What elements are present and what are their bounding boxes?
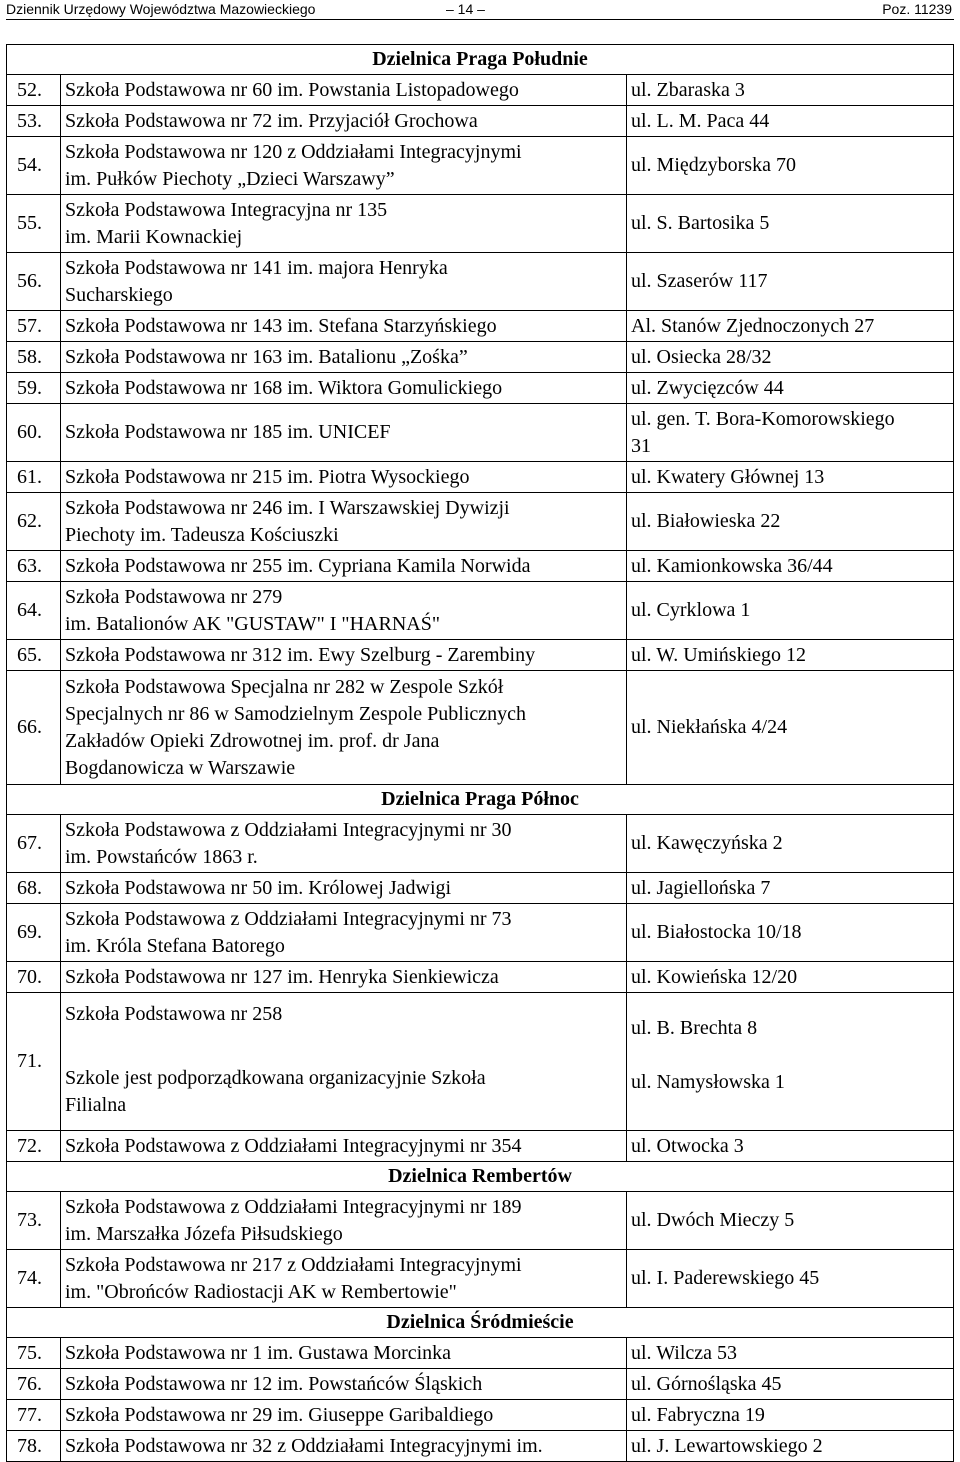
address-line: ul. Kamionkowska 36/44 xyxy=(631,554,833,577)
district-title: Dzielnica Praga Północ xyxy=(7,785,954,815)
row-number: 58. xyxy=(7,342,61,373)
schools-table xyxy=(6,44,954,1462)
school-row xyxy=(7,815,954,873)
school-row xyxy=(7,404,954,462)
school-name xyxy=(61,993,627,1131)
school-address xyxy=(627,904,954,962)
name-line: Szkoła Podstawowa nr 163 im. Batalionu „Zośka” xyxy=(65,345,468,368)
name-line: Szkoła Podstawowa nr 255 im. Cypriana Kamila Norwida xyxy=(65,554,531,577)
row-number: 54. xyxy=(7,137,61,195)
school-address xyxy=(627,873,954,904)
name-line: Szkoła Podstawowa nr 141 im. majora Henryka xyxy=(65,256,448,279)
address-line: ul. gen. T. Bora-Komorowskiego xyxy=(631,407,895,430)
school-name xyxy=(61,373,627,404)
row-number: 59. xyxy=(7,373,61,404)
name-line: Szkoła Podstawowa z Oddziałami Integracyjnymi nr 30 xyxy=(65,818,512,841)
school-name-note xyxy=(65,1065,486,1119)
school-name xyxy=(61,815,627,873)
name-line: im. Powstańców 1863 r. xyxy=(65,845,258,868)
row-number: 76. xyxy=(7,1369,61,1400)
name-line: Szkoła Podstawowa nr 29 im. Giuseppe Garibaldiego xyxy=(65,1403,494,1426)
school-name xyxy=(61,1250,627,1308)
school-row xyxy=(7,373,954,404)
district-header-row xyxy=(7,45,954,75)
name-line: im. Pułków Piechoty „Dzieci Warszawy” xyxy=(65,167,395,190)
name-line: Szkoła Podstawowa z Oddziałami Integracyjnymi nr 73 xyxy=(65,907,512,930)
row-number: 52. xyxy=(7,75,61,106)
address-line: ul. J. Lewartowskiego 2 xyxy=(631,1434,823,1457)
row-number: 65. xyxy=(7,640,61,671)
name-line: Zakładów Opieki Zdrowotnej im. prof. dr Jana xyxy=(65,729,440,752)
school-address xyxy=(627,404,954,462)
school-address xyxy=(627,75,954,106)
row-number: 56. xyxy=(7,253,61,311)
school-name xyxy=(61,137,627,195)
address-line: ul. Górnośląska 45 xyxy=(631,1372,782,1395)
school-row xyxy=(7,640,954,671)
name-line: Szkoła Podstawowa nr 246 im. I Warszawskiej Dywizji xyxy=(65,496,510,519)
school-address xyxy=(627,1192,954,1250)
school-address xyxy=(627,462,954,493)
address-line: ul. Kowieńska 12/20 xyxy=(631,965,798,988)
school-address xyxy=(627,1338,954,1369)
district-title: Dzielnica Rembertów xyxy=(7,1162,954,1192)
name-line: Szkoła Podstawowa nr 312 im. Ewy Szelburg - Zarembiny xyxy=(65,643,536,666)
name-line: Piechoty im. Tadeusza Kościuszki xyxy=(65,523,339,546)
school-row xyxy=(7,195,954,253)
name-line: im. Marii Kownackiej xyxy=(65,225,243,248)
school-name xyxy=(61,106,627,137)
name-line: Szkoła Podstawowa nr 258 xyxy=(65,1002,283,1025)
school-name xyxy=(61,342,627,373)
school-name xyxy=(61,873,627,904)
address-line: ul. Jagiellońska 7 xyxy=(631,876,771,899)
name-line: Szkoła Podstawowa nr 127 im. Henryka Sienkiewicza xyxy=(65,965,499,988)
page-number: – 14 – xyxy=(446,1,485,17)
school-row xyxy=(7,551,954,582)
row-number: 69. xyxy=(7,904,61,962)
address-line: ul. L. M. Paca 44 xyxy=(631,109,770,132)
school-name xyxy=(61,195,627,253)
name-line: Szkoła Podstawowa Specjalna nr 282 w Zespole Szkół xyxy=(65,675,504,698)
school-name xyxy=(61,1338,627,1369)
name-line: Szkoła Podstawowa nr 279 xyxy=(65,585,283,608)
school-address xyxy=(627,137,954,195)
district-header-row xyxy=(7,785,954,815)
district-title: Dzielnica Śródmieście xyxy=(7,1308,954,1338)
school-name xyxy=(61,253,627,311)
district-header-row xyxy=(7,1308,954,1338)
row-number: 63. xyxy=(7,551,61,582)
address-line: ul. Cyrklowa 1 xyxy=(631,599,751,621)
school-address xyxy=(627,582,954,640)
row-number: 53. xyxy=(7,106,61,137)
address-line: ul. Zwycięzców 44 xyxy=(631,376,784,399)
school-address xyxy=(627,551,954,582)
name-line: im. Marszałka Józefa Piłsudskiego xyxy=(65,1222,343,1245)
name-line: Szkoła Podstawowa nr 72 im. Przyjaciół Grochowa xyxy=(65,109,478,132)
school-address xyxy=(627,311,954,342)
name-line: Szkoła Podstawowa Integracyjna nr 135 xyxy=(65,198,388,221)
school-address xyxy=(627,993,954,1131)
school-row xyxy=(7,962,954,993)
row-number: 67. xyxy=(7,815,61,873)
school-row xyxy=(7,253,954,311)
address-line: ul. Białostocka 10/18 xyxy=(631,921,802,943)
school-address xyxy=(627,1369,954,1400)
name-line: Filialna xyxy=(65,1093,127,1116)
name-line: Specjalnych nr 86 w Samodzielnym Zespole Publicznych xyxy=(65,702,527,725)
school-address xyxy=(627,815,954,873)
name-line: Szkoła Podstawowa z Oddziałami Integracyjnymi nr 354 xyxy=(65,1134,522,1157)
school-address xyxy=(627,253,954,311)
address-line: ul. Osiecka 28/32 xyxy=(631,345,772,368)
name-line: Szkoła Podstawowa nr 215 im. Piotra Wysockiego xyxy=(65,465,470,488)
school-name xyxy=(61,582,627,640)
school-name xyxy=(61,551,627,582)
school-address xyxy=(627,106,954,137)
school-name xyxy=(61,493,627,551)
address-line: ul. Szaserów 117 xyxy=(631,270,768,292)
row-number: 64. xyxy=(7,582,61,640)
row-number: 72. xyxy=(7,1131,61,1162)
row-number: 60. xyxy=(7,404,61,462)
row-number: 78. xyxy=(7,1431,61,1462)
address-line: ul. S. Bartosika 5 xyxy=(631,212,770,234)
row-number: 77. xyxy=(7,1400,61,1431)
school-address xyxy=(627,1431,954,1462)
school-name xyxy=(61,962,627,993)
address-branch xyxy=(631,1069,785,1096)
school-row xyxy=(7,904,954,962)
name-line: Szkoła Podstawowa nr 168 im. Wiktora Gomulickiego xyxy=(65,376,503,399)
row-number: 66. xyxy=(7,671,61,785)
name-line: Szkoła Podstawowa z Oddziałami Integracyjnymi nr 189 xyxy=(65,1195,522,1218)
school-row xyxy=(7,311,954,342)
position-number: Poz. 11239 xyxy=(882,1,952,17)
school-name xyxy=(61,462,627,493)
school-row xyxy=(7,342,954,373)
address-line: ul. I. Paderewskiego 45 xyxy=(631,1267,820,1289)
header-rule xyxy=(6,19,954,20)
row-number: 62. xyxy=(7,493,61,551)
school-name xyxy=(61,311,627,342)
name-line: Szkoła Podstawowa nr 32 z Oddziałami Integracyjnymi im. xyxy=(65,1434,543,1457)
address-line: ul. Dwóch Mieczy 5 xyxy=(631,1209,795,1231)
school-row xyxy=(7,493,954,551)
name-line: Szkoła Podstawowa nr 217 z Oddziałami Integracyjnymi xyxy=(65,1253,522,1276)
school-row xyxy=(7,993,954,1131)
name-line: Bogdanowicza w Warszawie xyxy=(65,756,296,779)
name-line: im. "Obrońców Radiostacji AK w Rembertowie" xyxy=(65,1280,457,1303)
school-row xyxy=(7,106,954,137)
page-header xyxy=(6,0,952,18)
school-address xyxy=(627,195,954,253)
address-line: ul. Kwatery Głównej 13 xyxy=(631,465,825,488)
row-number: 73. xyxy=(7,1192,61,1250)
row-number: 71. xyxy=(7,993,61,1131)
school-name xyxy=(61,75,627,106)
school-name-main xyxy=(65,1001,282,1028)
school-name xyxy=(61,1369,627,1400)
district-title: Dzielnica Praga Południe xyxy=(7,45,954,75)
address-line: ul. Namysłowska 1 xyxy=(631,1070,785,1093)
school-address xyxy=(627,373,954,404)
school-row xyxy=(7,1400,954,1431)
school-row xyxy=(7,1192,954,1250)
school-row xyxy=(7,462,954,493)
row-number: 70. xyxy=(7,962,61,993)
address-line: ul. Niekłańska 4/24 xyxy=(631,716,788,738)
name-line: Sucharskiego xyxy=(65,283,173,306)
school-row xyxy=(7,1131,954,1162)
school-name xyxy=(61,1400,627,1431)
school-address xyxy=(627,671,954,785)
row-number: 55. xyxy=(7,195,61,253)
school-row xyxy=(7,1369,954,1400)
name-line: Szkole jest podporządkowana organizacyjnie Szkoła xyxy=(65,1066,486,1089)
row-number: 68. xyxy=(7,873,61,904)
school-address xyxy=(627,493,954,551)
address-line: ul. Wilcza 53 xyxy=(631,1341,738,1364)
address-line: ul. Otwocka 3 xyxy=(631,1134,744,1157)
school-name xyxy=(61,640,627,671)
address-line: Al. Stanów Zjednoczonych 27 xyxy=(631,314,875,337)
school-address xyxy=(627,962,954,993)
row-number: 75. xyxy=(7,1338,61,1369)
school-address xyxy=(627,342,954,373)
school-row xyxy=(7,582,954,640)
address-line: ul. Kawęczyńska 2 xyxy=(631,832,783,854)
journal-title: Dziennik Urzędowy Województwa Mazowieckiego xyxy=(6,1,316,17)
school-name xyxy=(61,671,627,785)
address-line: ul. Białowieska 22 xyxy=(631,510,781,532)
school-name xyxy=(61,404,627,462)
name-line: Szkoła Podstawowa nr 60 im. Powstania Listopadowego xyxy=(65,78,519,101)
school-row xyxy=(7,137,954,195)
row-number: 74. xyxy=(7,1250,61,1308)
school-row xyxy=(7,1431,954,1462)
name-line: Szkoła Podstawowa nr 50 im. Królowej Jadwigi xyxy=(65,876,452,899)
school-address xyxy=(627,640,954,671)
school-name xyxy=(61,904,627,962)
address-line: ul. B. Brechta 8 xyxy=(631,1016,758,1039)
school-name xyxy=(61,1192,627,1250)
school-row xyxy=(7,75,954,106)
row-number: 61. xyxy=(7,462,61,493)
school-row xyxy=(7,671,954,785)
address-main xyxy=(631,1015,757,1042)
school-address xyxy=(627,1400,954,1431)
address-line: 31 xyxy=(631,434,651,457)
name-line: im. Króla Stefana Batorego xyxy=(65,934,285,957)
name-line: im. Batalionów AK "GUSTAW" I "HARNAŚ" xyxy=(65,612,440,635)
name-line: Szkoła Podstawowa nr 143 im. Stefana Starzyńskiego xyxy=(65,314,497,337)
address-line: ul. Zbaraska 3 xyxy=(631,78,745,101)
address-line: ul. Międzyborska 70 xyxy=(631,154,796,176)
school-address xyxy=(627,1250,954,1308)
school-name xyxy=(61,1131,627,1162)
name-line: Szkoła Podstawowa nr 120 z Oddziałami Integracyjnymi xyxy=(65,140,522,163)
school-row xyxy=(7,1338,954,1369)
district-header-row xyxy=(7,1162,954,1192)
school-address xyxy=(627,1131,954,1162)
school-name xyxy=(61,1431,627,1462)
name-line: Szkoła Podstawowa nr 12 im. Powstańców Śląskich xyxy=(65,1372,483,1395)
name-line: Szkoła Podstawowa nr 185 im. UNICEF xyxy=(65,421,391,443)
school-row xyxy=(7,1250,954,1308)
address-line: ul. Fabryczna 19 xyxy=(631,1403,765,1426)
school-row xyxy=(7,873,954,904)
row-number: 57. xyxy=(7,311,61,342)
name-line: Szkoła Podstawowa nr 1 im. Gustawa Morcinka xyxy=(65,1341,452,1364)
address-line: ul. W. Umińskiego 12 xyxy=(631,643,807,666)
